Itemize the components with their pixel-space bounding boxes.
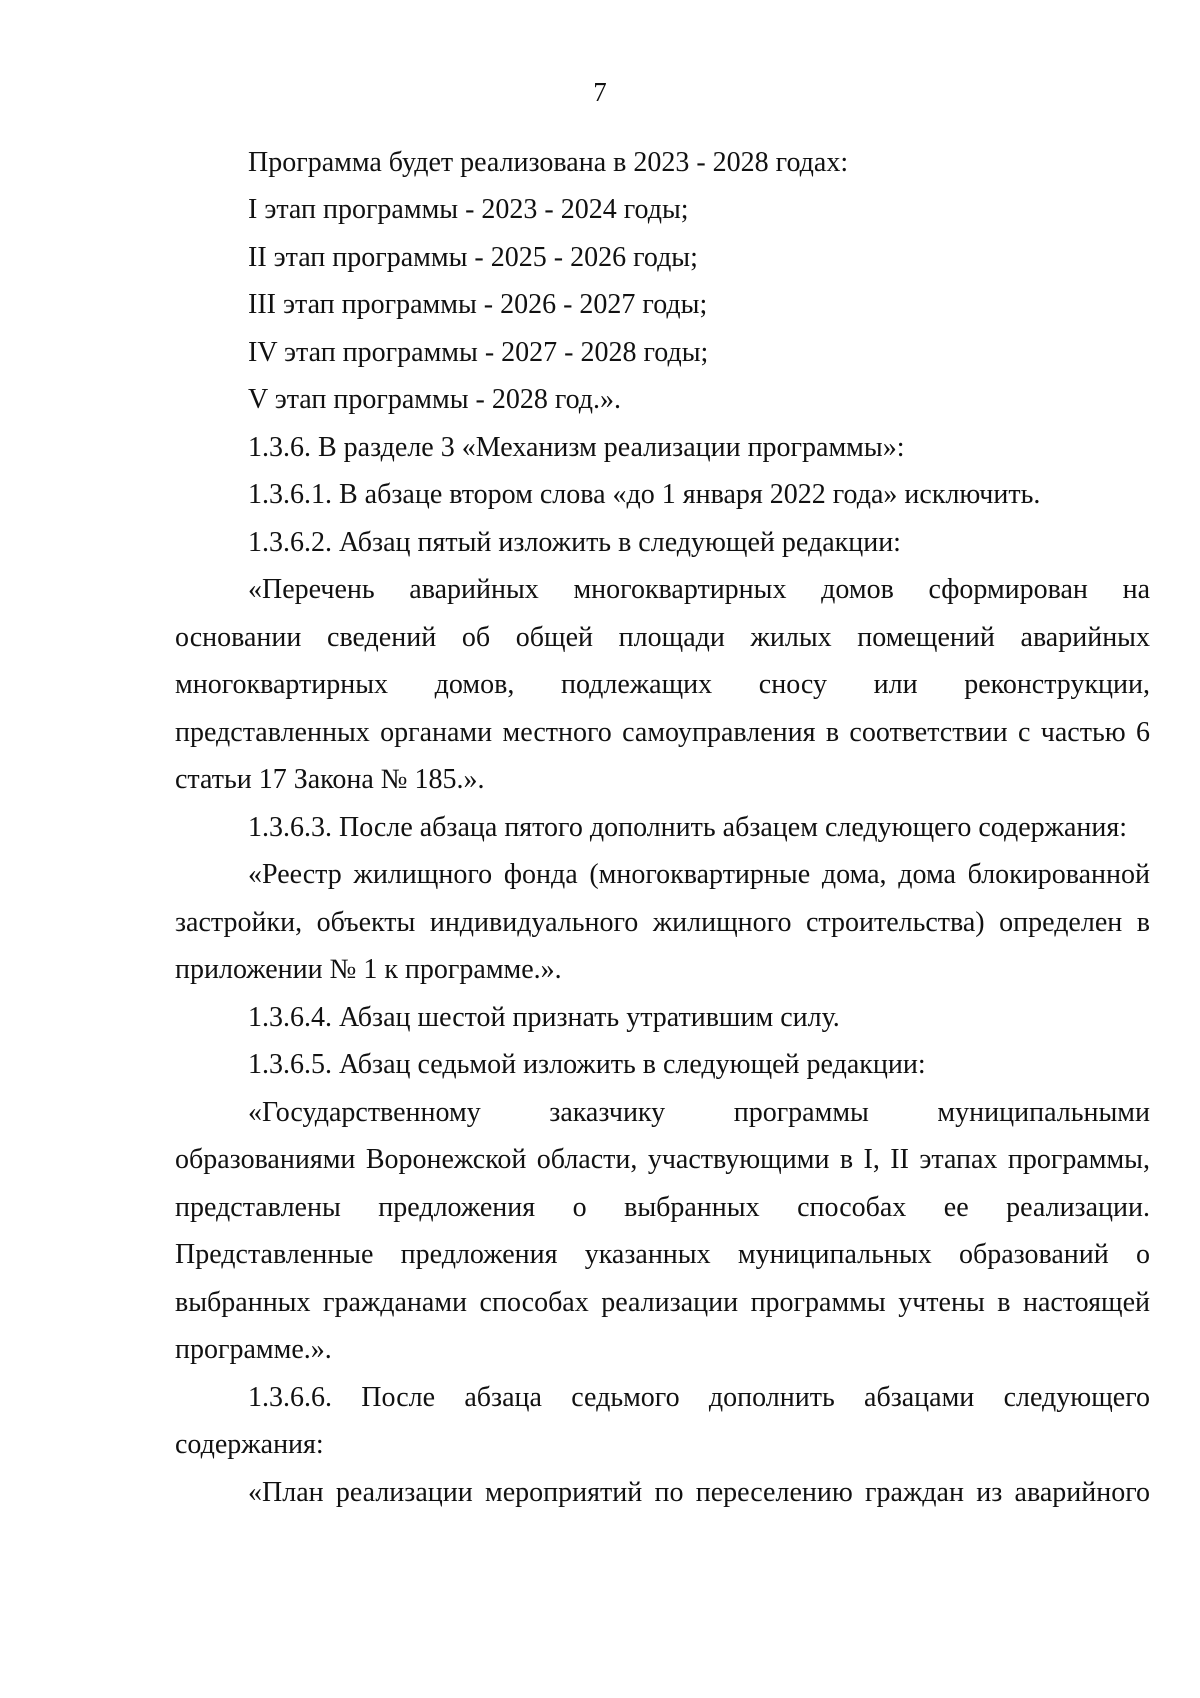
text-line: I этап программы - 2023 - 2024 годы;: [248, 194, 689, 225]
text-line: 1.3.6. В разделе 3 «Механизм реализации программы»:: [248, 432, 905, 463]
text-line: II этап программы - 2025 - 2026 годы;: [248, 242, 698, 273]
text-line: 1.3.6.4. Абзац шестой признать утратившим силу.: [248, 1002, 840, 1033]
text-line: приложении № 1 к программе.».: [175, 954, 562, 985]
text-line: Программа будет реализована в 2023 - 2028 годах:: [248, 147, 849, 178]
text-line: многоквартирных домов, подлежащих сносу или реконструкции,: [175, 669, 1150, 700]
text-line: представленных органами местного самоуправления в соответствии с частью 6: [175, 717, 1150, 748]
text-line: выбранных гражданами способах реализации программы учтены в настоящей: [175, 1287, 1150, 1318]
text-line: III этап программы - 2026 - 2027 годы;: [248, 289, 708, 320]
page-number: 7: [593, 77, 607, 107]
text-line: 1.3.6.5. Абзац седьмой изложить в следующей редакции:: [248, 1049, 926, 1080]
text-line: «План реализации мероприятий по переселению граждан из аварийного: [248, 1477, 1150, 1508]
text-line: программе.».: [175, 1334, 332, 1365]
text-line: статьи 17 Закона № 185.».: [175, 764, 485, 795]
text-line: представлены предложения о выбранных способах ее реализации.: [175, 1192, 1150, 1223]
text-line: образованиями Воронежской области, участвующими в I, II этапах программы,: [175, 1144, 1150, 1175]
text-line: IV этап программы - 2027 - 2028 годы;: [248, 337, 709, 368]
text-line: «Государственному заказчику программы муниципальными: [248, 1097, 1150, 1128]
text-line: застройки, объекты индивидуального жилищного строительства) определен в: [175, 907, 1150, 938]
text-line: 1.3.6.6. После абзаца седьмого дополнить абзацами следующего: [248, 1382, 1150, 1413]
text-line: содержания:: [175, 1429, 324, 1460]
text-line: Представленные предложения указанных муниципальных образований о: [175, 1239, 1150, 1270]
text-line: 1.3.6.2. Абзац пятый изложить в следующей редакции:: [248, 527, 901, 558]
text-line: «Реестр жилищного фонда (многоквартирные дома, дома блокированной: [248, 859, 1150, 890]
text-line: 1.3.6.3. После абзаца пятого дополнить абзацем следующего содержания:: [248, 812, 1128, 843]
text-line: основании сведений об общей площади жилых помещений аварийных: [175, 622, 1150, 653]
text-line: «Перечень аварийных многоквартирных домов сформирован на: [248, 574, 1150, 605]
text-line: V этап программы - 2028 год.».: [248, 384, 622, 415]
text-line: 1.3.6.1. В абзаце втором слова «до 1 января 2022 года» исключить.: [248, 479, 1041, 510]
